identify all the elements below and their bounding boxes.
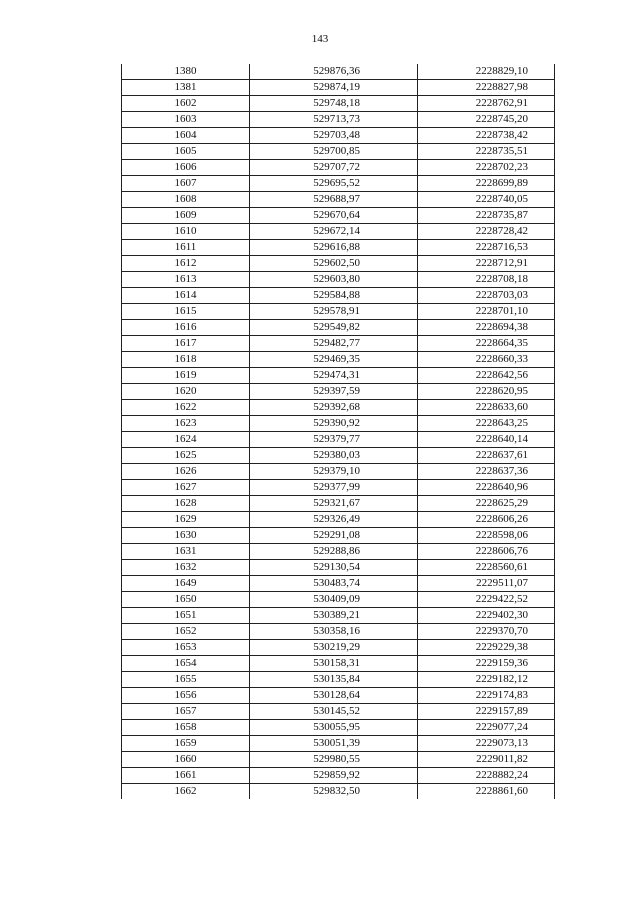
coordinates-table-body (122, 64, 555, 799)
y-coordinate-cell: 2228829,10 (418, 64, 555, 80)
y-coordinate-cell: 2229511,07 (418, 576, 555, 592)
point-number-cell: 1623 (122, 416, 250, 432)
table-row (122, 208, 555, 224)
table-row (122, 544, 555, 560)
point-number-cell: 1656 (122, 688, 250, 704)
point-number-cell: 1655 (122, 672, 250, 688)
page-number: 143 (311, 33, 329, 45)
table-row (122, 144, 555, 160)
point-number-cell: 1619 (122, 368, 250, 384)
point-number-cell: 1608 (122, 192, 250, 208)
table-row (122, 624, 555, 640)
x-coordinate-cell: 529288,86 (250, 544, 418, 560)
point-number-cell: 1658 (122, 720, 250, 736)
table-row (122, 752, 555, 768)
y-coordinate-cell: 2228716,53 (418, 240, 555, 256)
y-coordinate-cell: 2228827,98 (418, 80, 555, 96)
point-number-cell: 1607 (122, 176, 250, 192)
y-coordinate-cell: 2229073,13 (418, 736, 555, 752)
table-row (122, 560, 555, 576)
x-coordinate-cell: 529859,92 (250, 768, 418, 784)
y-coordinate-cell: 2228735,87 (418, 208, 555, 224)
point-number-cell: 1612 (122, 256, 250, 272)
point-number-cell: 1657 (122, 704, 250, 720)
point-number-cell: 1610 (122, 224, 250, 240)
table-row (122, 288, 555, 304)
y-coordinate-cell: 2229174,83 (418, 688, 555, 704)
x-coordinate-cell: 529379,10 (250, 464, 418, 480)
table-row (122, 352, 555, 368)
y-coordinate-cell: 2228606,26 (418, 512, 555, 528)
point-number-cell: 1614 (122, 288, 250, 304)
y-coordinate-cell: 2228703,03 (418, 288, 555, 304)
y-coordinate-cell: 2229077,24 (418, 720, 555, 736)
y-coordinate-cell: 2228660,33 (418, 352, 555, 368)
table-row (122, 368, 555, 384)
y-coordinate-cell: 2228642,56 (418, 368, 555, 384)
x-coordinate-cell: 529672,14 (250, 224, 418, 240)
table-row (122, 592, 555, 608)
table-row (122, 608, 555, 624)
table-row (122, 128, 555, 144)
x-coordinate-cell: 529713,73 (250, 112, 418, 128)
x-coordinate-cell: 529326,49 (250, 512, 418, 528)
y-coordinate-cell: 2229422,52 (418, 592, 555, 608)
x-coordinate-cell: 530135,84 (250, 672, 418, 688)
y-coordinate-cell: 2228560,61 (418, 560, 555, 576)
table-row (122, 448, 555, 464)
y-coordinate-cell: 2228637,61 (418, 448, 555, 464)
x-coordinate-cell: 529397,59 (250, 384, 418, 400)
point-number-cell: 1618 (122, 352, 250, 368)
y-coordinate-cell: 2228598,06 (418, 528, 555, 544)
x-coordinate-cell: 529379,77 (250, 432, 418, 448)
point-number-cell: 1627 (122, 480, 250, 496)
x-coordinate-cell: 529380,03 (250, 448, 418, 464)
y-coordinate-cell: 2229370,70 (418, 624, 555, 640)
table-row (122, 656, 555, 672)
table-row (122, 112, 555, 128)
table-row (122, 256, 555, 272)
y-coordinate-cell: 2228738,42 (418, 128, 555, 144)
coordinates-table (121, 64, 555, 799)
table-row (122, 688, 555, 704)
table-row (122, 320, 555, 336)
y-coordinate-cell: 2228633,60 (418, 400, 555, 416)
y-coordinate-cell: 2229182,12 (418, 672, 555, 688)
point-number-cell: 1622 (122, 400, 250, 416)
point-number-cell: 1613 (122, 272, 250, 288)
table-row (122, 416, 555, 432)
point-number-cell: 1659 (122, 736, 250, 752)
point-number-cell: 1616 (122, 320, 250, 336)
table-row (122, 64, 555, 80)
y-coordinate-cell: 2228762,91 (418, 96, 555, 112)
x-coordinate-cell: 530409,09 (250, 592, 418, 608)
point-number-cell: 1661 (122, 768, 250, 784)
point-number-cell: 1631 (122, 544, 250, 560)
table-row (122, 176, 555, 192)
x-coordinate-cell: 529748,18 (250, 96, 418, 112)
table-row (122, 272, 555, 288)
y-coordinate-cell: 2228702,23 (418, 160, 555, 176)
x-coordinate-cell: 529377,99 (250, 480, 418, 496)
x-coordinate-cell: 529474,31 (250, 368, 418, 384)
table-row (122, 720, 555, 736)
table-row (122, 672, 555, 688)
x-coordinate-cell: 529602,50 (250, 256, 418, 272)
table-row (122, 704, 555, 720)
table-row (122, 384, 555, 400)
table-row (122, 784, 555, 800)
table-row (122, 464, 555, 480)
point-number-cell: 1629 (122, 512, 250, 528)
y-coordinate-cell: 2228640,14 (418, 432, 555, 448)
point-number-cell: 1603 (122, 112, 250, 128)
y-coordinate-cell: 2229011,82 (418, 752, 555, 768)
y-coordinate-cell: 2228637,36 (418, 464, 555, 480)
table-row (122, 224, 555, 240)
x-coordinate-cell: 529695,52 (250, 176, 418, 192)
table-row (122, 336, 555, 352)
table-row (122, 400, 555, 416)
x-coordinate-cell: 530051,39 (250, 736, 418, 752)
x-coordinate-cell: 529876,36 (250, 64, 418, 80)
x-coordinate-cell: 530055,95 (250, 720, 418, 736)
y-coordinate-cell: 2228740,05 (418, 192, 555, 208)
x-coordinate-cell: 529980,55 (250, 752, 418, 768)
point-number-cell: 1615 (122, 304, 250, 320)
y-coordinate-cell: 2228712,91 (418, 256, 555, 272)
x-coordinate-cell: 529291,08 (250, 528, 418, 544)
point-number-cell: 1651 (122, 608, 250, 624)
y-coordinate-cell: 2228708,18 (418, 272, 555, 288)
table-row (122, 160, 555, 176)
x-coordinate-cell: 530145,52 (250, 704, 418, 720)
point-number-cell: 1630 (122, 528, 250, 544)
point-number-cell: 1654 (122, 656, 250, 672)
point-number-cell: 1628 (122, 496, 250, 512)
x-coordinate-cell: 529392,68 (250, 400, 418, 416)
y-coordinate-cell: 2228625,29 (418, 496, 555, 512)
table-row (122, 432, 555, 448)
point-number-cell: 1605 (122, 144, 250, 160)
point-number-cell: 1381 (122, 80, 250, 96)
y-coordinate-cell: 2228694,38 (418, 320, 555, 336)
point-number-cell: 1632 (122, 560, 250, 576)
point-number-cell: 1660 (122, 752, 250, 768)
point-number-cell: 1609 (122, 208, 250, 224)
point-number-cell: 1380 (122, 64, 250, 80)
y-coordinate-cell: 2228861,60 (418, 784, 555, 800)
table-row (122, 304, 555, 320)
table-row (122, 528, 555, 544)
table-row (122, 480, 555, 496)
point-number-cell: 1652 (122, 624, 250, 640)
point-number-cell: 1620 (122, 384, 250, 400)
x-coordinate-cell: 529321,67 (250, 496, 418, 512)
x-coordinate-cell: 529584,88 (250, 288, 418, 304)
x-coordinate-cell: 529578,91 (250, 304, 418, 320)
y-coordinate-cell: 2228701,10 (418, 304, 555, 320)
y-coordinate-cell: 2228728,42 (418, 224, 555, 240)
table-row (122, 736, 555, 752)
table-row (122, 96, 555, 112)
x-coordinate-cell: 530358,16 (250, 624, 418, 640)
point-number-cell: 1611 (122, 240, 250, 256)
x-coordinate-cell: 530219,29 (250, 640, 418, 656)
x-coordinate-cell: 530389,21 (250, 608, 418, 624)
table-row (122, 768, 555, 784)
point-number-cell: 1626 (122, 464, 250, 480)
y-coordinate-cell: 2228664,35 (418, 336, 555, 352)
table-row (122, 192, 555, 208)
table-row (122, 576, 555, 592)
point-number-cell: 1650 (122, 592, 250, 608)
x-coordinate-cell: 529616,88 (250, 240, 418, 256)
x-coordinate-cell: 529603,80 (250, 272, 418, 288)
y-coordinate-cell: 2228735,51 (418, 144, 555, 160)
point-number-cell: 1662 (122, 784, 250, 800)
x-coordinate-cell: 529832,50 (250, 784, 418, 800)
table-row (122, 496, 555, 512)
x-coordinate-cell: 529707,72 (250, 160, 418, 176)
point-number-cell: 1624 (122, 432, 250, 448)
y-coordinate-cell: 2229402,30 (418, 608, 555, 624)
point-number-cell: 1617 (122, 336, 250, 352)
x-coordinate-cell: 529700,85 (250, 144, 418, 160)
y-coordinate-cell: 2228745,20 (418, 112, 555, 128)
x-coordinate-cell: 529482,77 (250, 336, 418, 352)
table-row (122, 640, 555, 656)
x-coordinate-cell: 529670,64 (250, 208, 418, 224)
y-coordinate-cell: 2229157,89 (418, 704, 555, 720)
y-coordinate-cell: 2228643,25 (418, 416, 555, 432)
x-coordinate-cell: 529390,92 (250, 416, 418, 432)
y-coordinate-cell: 2228640,96 (418, 480, 555, 496)
point-number-cell: 1606 (122, 160, 250, 176)
table-row (122, 80, 555, 96)
y-coordinate-cell: 2229159,36 (418, 656, 555, 672)
x-coordinate-cell: 530483,74 (250, 576, 418, 592)
y-coordinate-cell: 2228606,76 (418, 544, 555, 560)
point-number-cell: 1653 (122, 640, 250, 656)
x-coordinate-cell: 529469,35 (250, 352, 418, 368)
x-coordinate-cell: 529688,97 (250, 192, 418, 208)
y-coordinate-cell: 2229229,38 (418, 640, 555, 656)
x-coordinate-cell: 529549,82 (250, 320, 418, 336)
table-row (122, 512, 555, 528)
y-coordinate-cell: 2228699,89 (418, 176, 555, 192)
point-number-cell: 1625 (122, 448, 250, 464)
point-number-cell: 1604 (122, 128, 250, 144)
x-coordinate-cell: 529130,54 (250, 560, 418, 576)
point-number-cell: 1649 (122, 576, 250, 592)
point-number-cell: 1602 (122, 96, 250, 112)
x-coordinate-cell: 530158,31 (250, 656, 418, 672)
x-coordinate-cell: 529703,48 (250, 128, 418, 144)
x-coordinate-cell: 529874,19 (250, 80, 418, 96)
y-coordinate-cell: 2228882,24 (418, 768, 555, 784)
x-coordinate-cell: 530128,64 (250, 688, 418, 704)
table-row (122, 240, 555, 256)
y-coordinate-cell: 2228620,95 (418, 384, 555, 400)
